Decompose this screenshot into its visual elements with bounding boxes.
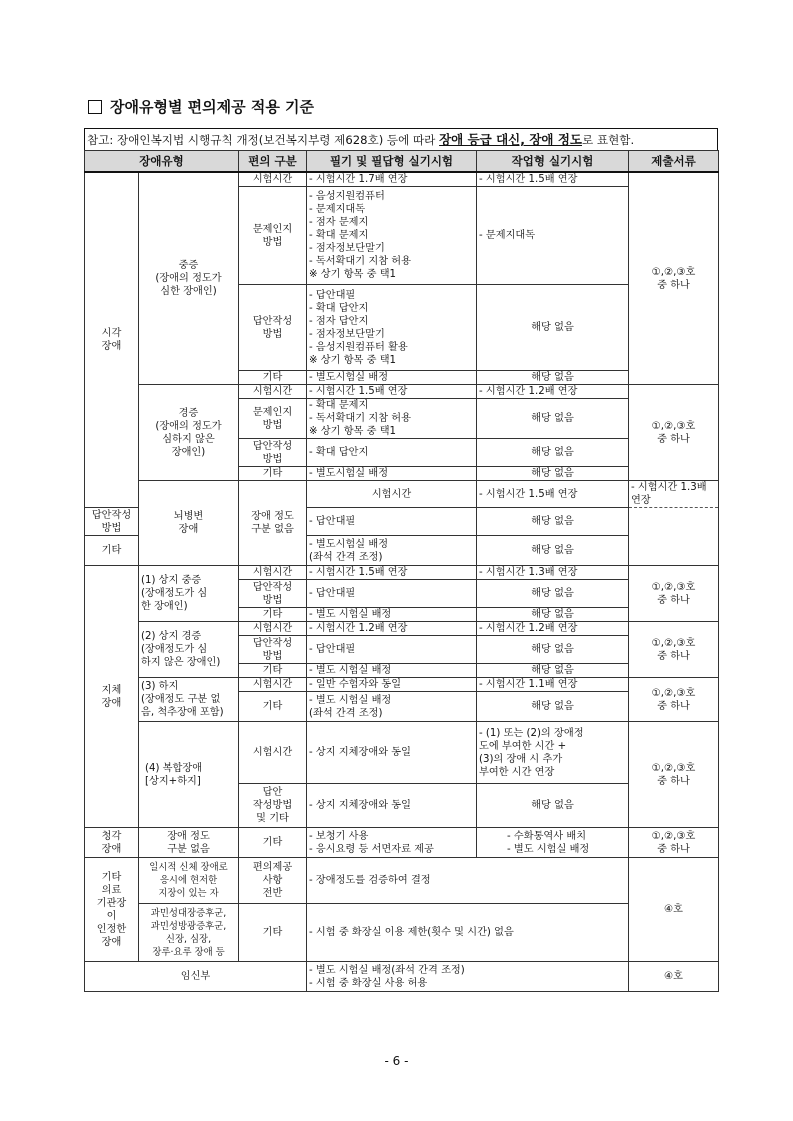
cat-time: 시험시간 xyxy=(239,172,307,187)
cell-written: - 시험 중 화장실 이용 제한(횟수 및 시간) 없음 xyxy=(307,904,629,962)
subtype-l3: (3) 하지 (장애정도 구분 없 음, 척추장애 포함) xyxy=(139,678,239,722)
table-row xyxy=(85,828,719,858)
table-row xyxy=(85,858,719,904)
cell-written: - 답안대필 xyxy=(307,580,477,608)
cell-written: - 보청기 사용 - 응시요령 등 서면자료 제공 xyxy=(307,828,477,858)
cell-written: - 별도 시험실 배정(좌석 간격 조정) - 시험 중 화장실 사용 허용 xyxy=(307,962,629,992)
table-row xyxy=(85,481,719,508)
subtype-l4: (4) 복합장애 [상지+하지] xyxy=(139,722,239,828)
cat-recognition: 문제인지 방법 xyxy=(239,399,307,439)
accommodation-table xyxy=(84,150,719,992)
table-row xyxy=(85,722,719,784)
cell-practical: 해당 없음 xyxy=(477,467,629,481)
cell-practical: - 시험시간 1.5배 연장 xyxy=(477,172,629,187)
cell-practical: - 수화통역사 배치 - 별도 시험실 배정 xyxy=(477,828,629,858)
cat-time: 시험시간 xyxy=(239,622,307,636)
cell-written-list xyxy=(307,285,477,371)
type-etc: 기타 의료 기관장 이 인정한 장애 xyxy=(85,858,139,962)
cell-written: - 별도 시험실 배정 (좌석 간격 조정) xyxy=(307,692,477,722)
cell-practical: - 시험시간 1.2배 연장 xyxy=(477,622,629,636)
type-limb: 지체 장애 xyxy=(85,566,139,828)
header-written: 필기 및 필답형 실기시험 xyxy=(307,151,477,173)
header-docs: 제출서류 xyxy=(629,151,719,173)
docs-cell: ①,②,③호 중 하나 xyxy=(629,622,719,678)
note-bold: 장애 등급 대신, 장애 정도 xyxy=(439,132,582,147)
reference-note xyxy=(84,128,718,150)
cell-written: - 상지 지체장애와 동일 xyxy=(307,722,477,784)
list-item: - 점자정보단말기 xyxy=(309,243,385,254)
docs-cell: ①,②,③호 중 하나 xyxy=(629,722,719,828)
cell-written: - 별도 시험실 배정 xyxy=(307,664,477,678)
cat-other: 기타 xyxy=(239,467,307,481)
cell-written-list xyxy=(307,187,477,285)
cat-time: 시험시간 xyxy=(239,722,307,784)
docs-cell: ①,②,③호 중 하나 xyxy=(629,678,719,722)
list-item: - 확대 문제지 xyxy=(309,400,369,411)
cell-written: - 별도시험실 배정 xyxy=(307,371,477,385)
subtype-etc1: 일시적 신체 장애로 응시에 현저한 지장이 있는 자 xyxy=(139,858,239,904)
section-title xyxy=(88,96,314,117)
cell-practical: - 시험시간 1.3배 연장 xyxy=(629,481,719,508)
cell-practical: - 시험시간 1.1배 연장 xyxy=(477,678,629,692)
subtype-l2: (2) 상지 경증 (장애정도가 심 하지 않은 장애인) xyxy=(139,622,239,678)
cat-time: 시험시간 xyxy=(239,385,307,399)
cell-practical: 해당 없음 xyxy=(477,536,629,566)
type-brain: 뇌병변 장애 xyxy=(139,481,239,566)
cell-written: - 장애정도를 검증하여 결정 xyxy=(307,858,629,904)
cell-written: - 확대 답안지 xyxy=(307,439,477,467)
table-row xyxy=(85,962,719,992)
cell-written: - 별도 시험실 배정 xyxy=(307,608,477,622)
cell-written-list xyxy=(307,399,477,439)
cat-answer: 답안작성 방법 xyxy=(85,508,139,536)
cat-other: 기타 xyxy=(239,664,307,678)
cell-practical: 해당 없음 xyxy=(477,439,629,467)
subtype-etc2: 과민성대장증후군, 과민성방광증후군, 신장, 심장, 장루·요루 장애 등 xyxy=(139,904,239,962)
table-row xyxy=(85,385,719,399)
cat-answer: 답안작성 방법 xyxy=(239,285,307,371)
cat-answer: 답안작성 방법 xyxy=(239,439,307,467)
table-row xyxy=(85,566,719,580)
list-item: ※ 상기 항목 중 택1 xyxy=(309,269,397,280)
table-row xyxy=(85,172,719,187)
list-item: ※ 상기 항목 중 택1 xyxy=(309,354,397,366)
cell-practical: 해당 없음 xyxy=(477,399,629,439)
cat-other: 기타 xyxy=(239,692,307,722)
cell-practical: 해당 없음 xyxy=(477,664,629,678)
cat-time: 시험시간 xyxy=(239,678,307,692)
cat-answer-other: 답안 작성방법 및 기타 xyxy=(239,784,307,828)
table-row xyxy=(85,678,719,692)
cell-practical: - 시험시간 1.3배 연장 xyxy=(477,566,629,580)
checkbox-icon xyxy=(88,100,102,114)
cat-etc1: 편의제공 사항 전반 xyxy=(239,858,307,904)
cell-practical: - 문제지대독 xyxy=(477,187,629,285)
header-practical: 작업형 실기시험 xyxy=(477,151,629,173)
subtype-visual-severe: 중증 (장애의 정도가 심한 장애인) xyxy=(139,172,239,385)
list-item: - 점자 답안지 xyxy=(309,315,369,327)
cell-written: - 별도시험실 배정 xyxy=(307,467,477,481)
list-item: - 확대 문제지 xyxy=(309,230,369,241)
table-row xyxy=(85,622,719,636)
list-item: - 독서확대기 지참 허용 xyxy=(309,413,411,424)
cell-practical: 해당 없음 xyxy=(477,692,629,722)
type-hearing: 청각 장애 xyxy=(85,828,139,858)
cell-written: - 일반 수험자와 동일 xyxy=(307,678,477,692)
subtype-visual-mild: 경증 (장애의 정도가 심하지 않은 장애인) xyxy=(139,385,239,481)
docs-cell: ④호 xyxy=(629,962,719,992)
subtype-no-grade: 장애 정도 구분 없음 xyxy=(139,828,239,858)
section-title-text: 장애유형별 편의제공 적용 기준 xyxy=(110,98,315,116)
cat-other: 기타 xyxy=(239,608,307,622)
list-item: - 확대 답안지 xyxy=(309,302,369,314)
list-item: - 음성지원컴퓨터 활용 xyxy=(309,341,408,353)
docs-cell: ①,②,③호 중 하나 xyxy=(629,385,719,481)
cat-recognition: 문제인지 방법 xyxy=(239,187,307,285)
cell-practical: 해당 없음 xyxy=(477,508,629,536)
list-item: - 문제지대독 xyxy=(309,204,366,215)
cell-practical: 해당 없음 xyxy=(477,371,629,385)
list-item: - 점자 문제지 xyxy=(309,217,369,228)
cell-written: - 답안대필 xyxy=(307,636,477,664)
subtype-no-grade: 장애 정도 구분 없음 xyxy=(239,481,307,566)
cell-written: - 별도시험실 배정 (좌석 간격 조정) xyxy=(307,536,477,566)
cat-answer: 답안작성 방법 xyxy=(239,636,307,664)
table-header-row xyxy=(85,151,719,173)
cell-practical: 해당 없음 xyxy=(477,580,629,608)
cat-answer: 답안작성 방법 xyxy=(239,580,307,608)
cell-written: - 상지 지체장애와 동일 xyxy=(307,784,477,828)
cat-time: 시험시간 xyxy=(239,566,307,580)
note-prefix: 참고: 장애인복지법 시행규칙 개정(보건복지부령 제628호) 등에 따라 xyxy=(87,133,440,147)
cat-other: 기타 xyxy=(85,536,139,566)
type-visual: 시각 장애 xyxy=(85,172,139,508)
cell-practical: 해당 없음 xyxy=(477,608,629,622)
cat-other: 기타 xyxy=(239,371,307,385)
cell-practical: 해당 없음 xyxy=(477,285,629,371)
list-item: ※ 상기 항목 중 택1 xyxy=(309,426,397,437)
cell-written: - 시험시간 1.7배 연장 xyxy=(307,172,477,187)
header-category: 편의 구분 xyxy=(239,151,307,173)
docs-cell: ①,②,③호 중 하나 xyxy=(629,172,719,385)
cat-time: 시험시간 xyxy=(307,481,477,508)
cat-other: 기타 xyxy=(239,828,307,858)
cell-written: - 시험시간 1.5배 연장 xyxy=(477,481,629,508)
list-item: - 음성지원컴퓨터 xyxy=(309,191,385,202)
cell-practical: - 시험시간 1.2배 연장 xyxy=(477,385,629,399)
cell-written: - 시험시간 1.5배 연장 xyxy=(307,385,477,399)
cat-other: 기타 xyxy=(239,904,307,962)
cell-written: - 시험시간 1.2배 연장 xyxy=(307,622,477,636)
docs-cell: ①,②,③호 중 하나 xyxy=(629,828,719,858)
list-item: - 답안대필 xyxy=(309,289,356,301)
cell-practical: 해당 없음 xyxy=(477,784,629,828)
note-suffix: 로 표현함. xyxy=(581,133,635,147)
type-pregnant: 임신부 xyxy=(85,962,307,992)
header-type: 장애유형 xyxy=(85,151,239,173)
docs-cell: ①,②,③호 중 하나 xyxy=(629,566,719,622)
cell-written: - 시험시간 1.5배 연장 xyxy=(307,566,477,580)
list-item: - 점자정보단말기 xyxy=(309,328,385,340)
cell-practical: 해당 없음 xyxy=(477,636,629,664)
subtype-l1: (1) 상지 중증 (장애정도가 심 한 장애인) xyxy=(139,566,239,622)
table-row xyxy=(85,904,719,962)
cell-practical: - (1) 또는 (2)의 장애정 도에 부여한 시간 + (3)의 장애 시 추가 부여한 시간 연장 xyxy=(477,722,629,784)
page-number: - 6 - xyxy=(384,1054,409,1068)
docs-cell: ④호 xyxy=(629,858,719,962)
list-item: - 독서확대기 지참 허용 xyxy=(309,256,411,267)
cell-written: - 답안대필 xyxy=(307,508,477,536)
